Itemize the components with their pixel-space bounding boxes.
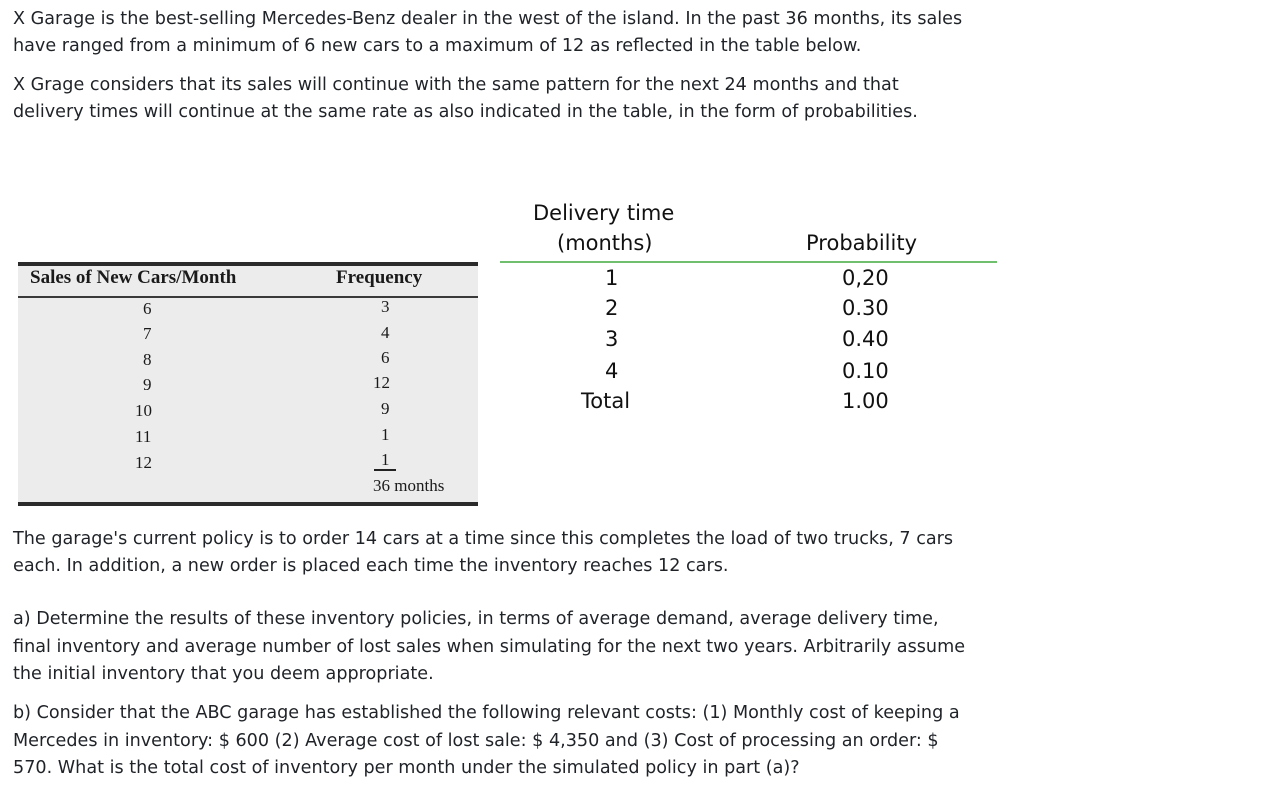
sales-value: 7: [143, 324, 152, 343]
header-rule: [18, 296, 478, 298]
policy-paragraph: [13, 526, 953, 579]
probability-value: 0,20: [842, 266, 889, 290]
probability-total: 1.00: [842, 389, 889, 413]
delivery-time-header-unit: (months): [557, 231, 653, 255]
sales-value: 8: [143, 350, 152, 369]
sales-column-header: Sales of New Cars/Month: [30, 267, 237, 288]
intro-paragraph-2: [13, 72, 918, 125]
probability-value: 0.30: [842, 296, 889, 320]
text-line: X Grage considers that its sales will continue with the same pattern for the next 24 months and that: [13, 75, 899, 95]
delivery-month: 4: [605, 359, 619, 383]
delivery-month: 1: [605, 266, 619, 290]
text-line: the initial inventory that you deem appropriate.: [13, 664, 434, 684]
text-line: each. In addition, a new order is placed each time the inventory reaches 12 cars.: [13, 555, 729, 576]
question-a: [13, 606, 965, 689]
probability-value: 0.40: [842, 327, 889, 351]
text-line: delivery times will continue at the same rate as also indicated in the table, in the form of probabilities.: [13, 101, 918, 122]
intro-paragraph-1: [13, 6, 962, 59]
sales-value: 12: [135, 453, 152, 472]
text-line: The garage's current policy is to order 14 cars at a time since this completes the load of two trucks, 7 cars: [13, 529, 954, 549]
sum-rule: [374, 469, 396, 471]
frequency-total: 36 months: [373, 476, 445, 495]
sales-frequency-table: [18, 262, 478, 506]
frequency-value: 4: [381, 323, 390, 342]
sales-value: 9: [143, 375, 152, 394]
delivery-total-label: Total: [581, 389, 631, 413]
text-line: have ranged from a minimum of 6 new cars to a maximum of 12 as reflected in the table below.: [13, 35, 862, 56]
frequency-value: 3: [381, 297, 390, 316]
delivery-month: 2: [605, 296, 619, 320]
delivery-time-header: Delivery time: [533, 201, 675, 225]
text-line: X Garage is the best-selling Mercedes-Benz dealer in the west of the island. In the past 36 months, its sales: [13, 9, 963, 29]
header-rule: [500, 261, 997, 263]
text-line: a) Determine the results of these inventory policies, in terms of average demand, average delivery time,: [13, 609, 939, 629]
text-line: final inventory and average number of lost sales when simulating for the next two years. Arbitrarily assume: [13, 636, 966, 657]
text-line: 570. What is the total cost of inventory per month under the simulated policy in part (a)?: [13, 758, 800, 778]
delivery-month: 3: [605, 327, 619, 351]
text-line: Mercedes in inventory: $ 600 (2) Average cost of lost sale: $ 4,350 and (3) Cost of processing an order: $: [13, 730, 939, 751]
frequency-value: 6: [381, 348, 390, 367]
frequency-value: 9: [381, 399, 390, 418]
frequency-column-header: Frequency: [336, 267, 423, 288]
probability-value: 0.10: [842, 359, 889, 383]
question-b: [13, 700, 960, 783]
frequency-value: 1: [381, 450, 390, 469]
probability-header: Probability: [806, 231, 918, 255]
sales-value: 10: [135, 401, 152, 420]
text-line: b) Consider that the ABC garage has established the following relevant costs: (1) Monthly cost of keeping a: [13, 703, 960, 723]
sales-value: 6: [143, 299, 152, 318]
frequency-value: 12: [373, 373, 390, 392]
frequency-value: 1: [381, 425, 390, 444]
sales-value: 11: [135, 427, 152, 446]
